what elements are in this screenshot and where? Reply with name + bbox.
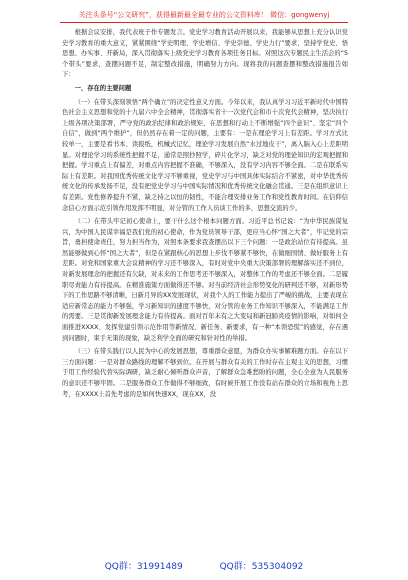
subsection-paragraph-1: （一）在带头深刻领悟“两个确立”的决定性意义方面。今年以来，我认真学习习近平新时代中国特色社会主义思想和党的十九届六中全会精神，贯彻落实省十一次党代会和市十次党代会精神，坚决执行上级各项决策部署，严守党的政治纪律和政治规矩，在思想和行动上不断增强“四个意识”、坚定“四个自信”，做到“两个维护”，但仍然存在着一定的问题，主要有：一是在理论学习上有差距。学习方式比较单一，主要是看书本、读报纸，机械式记忆，理论学习发展自然“水过地皮干”，离入脑入心上差距明显。对理论学习的系统性把握不足，通常是照抄照学，碎片化学习，缺乏对党的理论知识的宏观把握和把握。学习重点上有偏差，对重点内容把握不准确，不够深入，没有学习内容不够全面。二是在联系实际上有差距。对我国优秀传统文化学习不够重视，党史学习与中国具体实际结合不紧密，对中华优秀传统文化的传承发扬不足，没有把党史学习与中国实际情况和优秀传统文化融会贯通。三是在组织意识上有差距。党性修养提升不紧，缺乏持之以恒的韧性，不能合理安排业务工作和党性教育时间。在信仰信念信心方面示范引领作用发挥不明显，对分管的工作人员谈工作的多，思想交流的少。 <box>62 98 348 212</box>
section-heading: 一、存在的主要问题 <box>74 84 132 92</box>
document-body <box>62 28 348 400</box>
page-header: 关注头条号“公文研究”，获得最新最全最专业的公文资料库！ 微信：gongwenyj <box>60 10 348 23</box>
intro-paragraph: 根据会议安排，我代表班子作专题发言。党史学习教育活动开展以来，我能够从思想上充分认识党史学习教育的重大意义，紧紧围绕“学史明理、学史增信、学史崇德、学史力行”要求，坚持学党史、悟思想、办实事、开新局，深入贯彻落实上级党史学习教育各项任务目标。对照这次专题民主生活会的“5个带头”要求，查摆问题不足，制定整改措施，明确努力方向。现将我的问题查摆和整改措施报告如下： <box>62 29 348 79</box>
subsection-paragraph-3: （三）在带头践行以人民为中心的发展思想，尊重群众意愿，为群众办实事解难题方面。存在以下三方面问题：一是对群众路线的理解不够到位。在开展与群众有关的工作时存在主观主义的思想，习惯于用工作经验代替实际调研，缺乏耐心倾听群众声音，了解群众急难愁盼的问题，全心全意为人民服务的意识还不够牢固。二是服务群众工作做得不够细致，有时候开展工作没有站在群众的立场和视角上思考，在XXXX上首先考虑的是如何快速XX，现在XX，没 <box>62 348 348 398</box>
qq-group-1: QQ群：31991489 <box>104 562 183 572</box>
qq-group-2: QQ群：535304092 <box>219 562 304 572</box>
subsection-paragraph-2: （二）在带头牢记初心使命上，要干什么这个根本问题方面。习近平总书记说：“为中华民族谋复兴，为中国人民谋幸福是我们党的初心使命，作为党员领导干部，更应当心怀“国之大者”，牢记党的宗旨，勇担使命责任，努力担当作为，对照本条要求我查摆出以下三个问题：一是政治站位有待提高。虽然能够做到心怀“国之大者”，但是在紧跟核心的思想上步伐不够紧不够快，在做细国情、做好服务上有差距。对党和国家重大会议精神的学习还不够深入，有时对党中央重大决策部署的理解落实还不到位，对新发展理念的把握还有欠缺，对未来的工作思考还不够深入，对整体工作的考虑还不够全面。二是履职尽责能力有待提高。在精准施策方面做得还不够。对当前经济社会形势变化的研判还不够，对新形势下的工作思路不够清晰，日新月异的XX发展现状，对我个人的工作能力提出了严峻的挑战，主要表现在适应新常态的能力不够强，学习新知识的速度不够快，对分管的业务工作知识不够深入，不能满足工作的需要。三是贯彻新发展理念能力有待提高。面对百年未有之大变局和新冠肺炎疫情的影响，对如何全面推进XXXX、发挥党建引领示范作用等新情况、新任务、新要求，有一种“本领恐慌”的感觉，存在遇到问题时，束手无策的现象，缺乏利学全面的研究和针对性的举措。 <box>62 218 348 342</box>
page-footer <box>0 559 408 572</box>
